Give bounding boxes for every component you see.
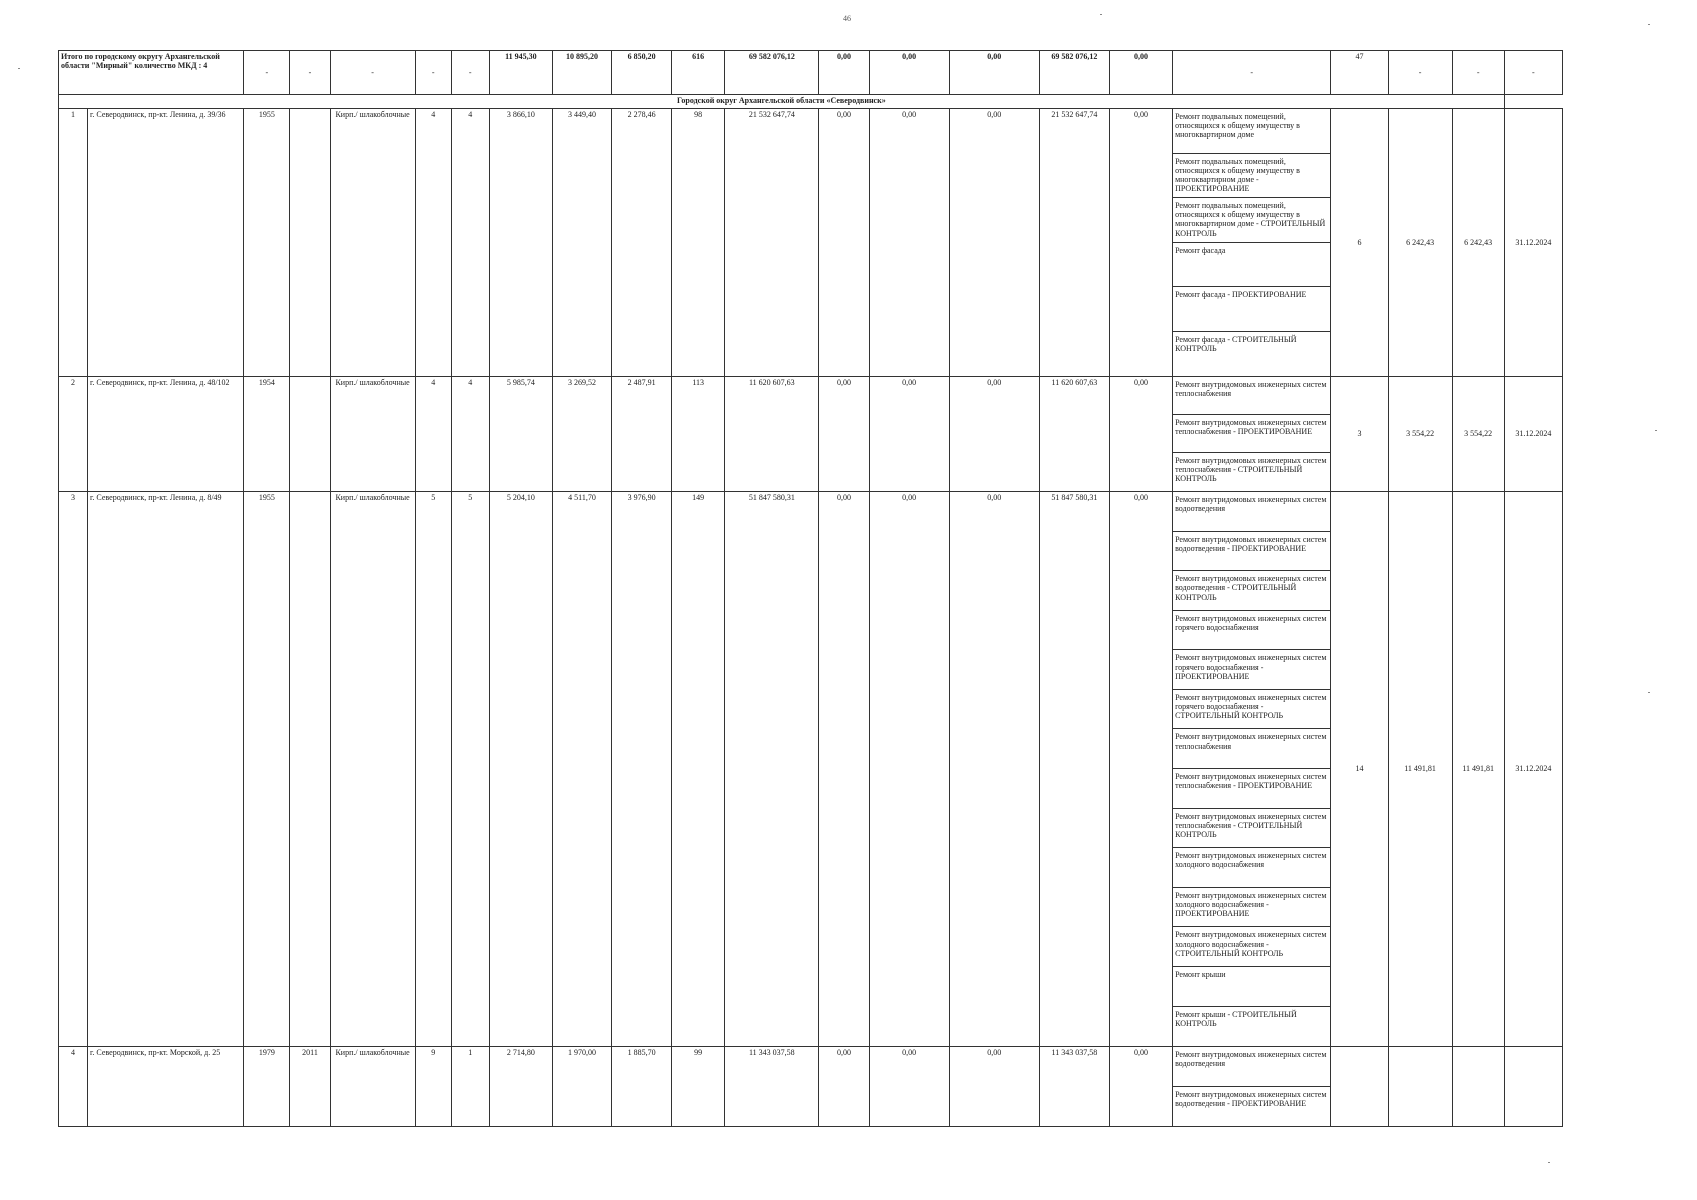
fund-regional-cell: 0,00 <box>869 109 949 377</box>
unit-cost-cell: 3 554,22 <box>1388 377 1452 492</box>
total-cost: 69 582 076,12 <box>725 51 819 95</box>
works-count-cell: 6 <box>1331 109 1388 377</box>
section-title: Городской округ Архангельской области «Северодвинск» <box>59 95 1505 109</box>
works-cell <box>1173 492 1331 1047</box>
works-list <box>1173 492 1330 1045</box>
work-item: Ремонт фасада - СТРОИТЕЛЬНЫЙ КОНТРОЛЬ <box>1175 334 1297 353</box>
table-row <box>59 1047 1563 1127</box>
fund-regional-cell: 0,00 <box>869 377 949 492</box>
repair-program-table <box>58 50 1563 1127</box>
fund-federal-cell: 0,00 <box>819 377 869 492</box>
fund-owners-cell: 11 620 607,63 <box>1039 377 1109 492</box>
cost-total-cell: 51 847 580,31 <box>725 492 819 1047</box>
material-cell: Кирп./ шлакоблочные <box>330 492 415 1047</box>
deadline-cell: 31.12.2024 <box>1504 492 1562 1047</box>
area-total-cell: 5 204,10 <box>489 492 552 1047</box>
work-item: Ремонт внутридомовых инженерных систем водоотведения - ПРОЕКТИРОВАНИЕ <box>1173 532 1330 572</box>
fund-local-cell: 0,00 <box>949 377 1039 492</box>
floors-cell: 5 <box>415 492 451 1047</box>
address-cell: г. Северодвинск, пр-кт. Ленина, д. 48/102 <box>88 377 244 492</box>
table-row <box>59 377 1563 492</box>
max-cost-cell <box>1452 1047 1504 1127</box>
total-work: - <box>1173 51 1331 95</box>
fund-other-cell: 0,00 <box>1109 1047 1172 1127</box>
total-area-residential: 6 850,20 <box>612 51 672 95</box>
total-fund-other: 0,00 <box>1109 51 1172 95</box>
area-total-cell: 5 985,74 <box>489 377 552 492</box>
work-item: Ремонт внутридомовых инженерных систем водоотведения <box>1173 492 1330 532</box>
table-row <box>59 492 1563 1047</box>
table-body <box>59 51 1563 1127</box>
entrances-cell: 5 <box>451 492 489 1047</box>
year-reconstructed-cell <box>290 109 330 377</box>
row-number: 4 <box>59 1047 88 1127</box>
fund-other-cell: 0,00 <box>1109 109 1172 377</box>
total-cell: - <box>244 51 290 95</box>
entrances-cell: 4 <box>451 377 489 492</box>
scan-speck <box>18 68 20 69</box>
works-list <box>1173 377 1330 490</box>
works-cell <box>1173 109 1331 377</box>
work-item: Ремонт внутридомовых инженерных систем горячего водоснабжения <box>1173 611 1330 651</box>
scan-speck <box>1648 692 1650 693</box>
year-built-cell: 1955 <box>244 492 290 1047</box>
fund-other-cell: 0,00 <box>1109 492 1172 1047</box>
fund-owners-cell: 21 532 647,74 <box>1039 109 1109 377</box>
area-premises-cell: 3 269,52 <box>552 377 611 492</box>
area-residential-cell: 2 278,46 <box>612 109 672 377</box>
work-item: Ремонт внутридомовых инженерных систем горячего водоснабжения - СТРОИТЕЛЬНЫЙ КОНТРОЛЬ <box>1173 690 1330 730</box>
scan-speck <box>1548 1162 1550 1163</box>
area-premises-cell: 1 970,00 <box>552 1047 611 1127</box>
total-cell: - <box>290 51 330 95</box>
work-item: Ремонт внутридомовых инженерных систем водоотведения - СТРОИТЕЛЬНЫЙ КОНТРОЛЬ <box>1173 571 1330 611</box>
work-item: Ремонт крыши <box>1173 967 1330 1007</box>
unit-cost-cell <box>1388 1047 1452 1127</box>
works-cell <box>1173 377 1331 492</box>
works-list <box>1173 1047 1330 1125</box>
total-label: Итого по городскому округу Архангельской области "Мирный" количество МКД : 4 <box>59 51 244 95</box>
works-count-cell: 14 <box>1331 492 1388 1047</box>
fund-owners-cell: 51 847 580,31 <box>1039 492 1109 1047</box>
row-number: 3 <box>59 492 88 1047</box>
max-cost-cell: 6 242,43 <box>1452 109 1504 377</box>
floors-cell: 4 <box>415 109 451 377</box>
works-list <box>1173 109 1330 375</box>
cost-total-cell: 11 343 037,58 <box>725 1047 819 1127</box>
material-cell: Кирп./ шлакоблочные <box>330 109 415 377</box>
total-cell: - <box>1388 51 1452 95</box>
fund-local-cell: 0,00 <box>949 109 1039 377</box>
floors-cell: 4 <box>415 377 451 492</box>
deadline-cell <box>1504 1047 1562 1127</box>
work-item: Ремонт внутридомовых инженерных систем теплоснабжения - ПРОЕКТИРОВАНИЕ <box>1173 415 1330 453</box>
work-item: Ремонт подвальных помещений, относящихся к общему имуществу в многоквартирном доме <box>1173 109 1330 154</box>
work-item: Ремонт фасада <box>1173 243 1330 288</box>
work-item: Ремонт внутридомовых инженерных систем теплоснабжения - ПРОЕКТИРОВАНИЕ <box>1173 769 1330 809</box>
work-item: Ремонт фасада - ПРОЕКТИРОВАНИЕ <box>1173 287 1330 332</box>
fund-other-cell: 0,00 <box>1109 377 1172 492</box>
cost-total-cell: 11 620 607,63 <box>725 377 819 492</box>
total-fund-regional: 0,00 <box>869 51 949 95</box>
area-residential-cell: 1 885,70 <box>612 1047 672 1127</box>
year-reconstructed-cell <box>290 492 330 1047</box>
work-item: Ремонт внутридомовых инженерных систем теплоснабжения <box>1173 377 1330 415</box>
work-item: Ремонт внутридомовых инженерных систем холодного водоснабжения <box>1173 848 1330 888</box>
row-number: 1 <box>59 109 88 377</box>
work-item: Ремонт внутридомовых инженерных систем теплоснабжения - СТРОИТЕЛЬНЫЙ КОНТРОЛЬ <box>1175 456 1327 484</box>
deadline-cell: 31.12.2024 <box>1504 109 1562 377</box>
total-fund-owners: 69 582 076,12 <box>1039 51 1109 95</box>
section-row <box>59 95 1563 109</box>
total-row <box>59 51 1563 95</box>
fund-federal-cell: 0,00 <box>819 1047 869 1127</box>
work-item: Ремонт внутридомовых инженерных систем горячего водоснабжения - ПРОЕКТИРОВАНИЕ <box>1173 650 1330 690</box>
works-count-cell <box>1331 1047 1388 1127</box>
year-built-cell: 1979 <box>244 1047 290 1127</box>
total-fund-federal: 0,00 <box>819 51 869 95</box>
area-residential-cell: 3 976,90 <box>612 492 672 1047</box>
unit-cost-cell: 6 242,43 <box>1388 109 1452 377</box>
total-cell: - <box>1504 51 1562 95</box>
fund-local-cell: 0,00 <box>949 492 1039 1047</box>
fund-federal-cell: 0,00 <box>819 492 869 1047</box>
total-cell: - <box>1452 51 1504 95</box>
total-residents: 616 <box>672 51 725 95</box>
max-cost-cell: 11 491,81 <box>1452 492 1504 1047</box>
fund-regional-cell: 0,00 <box>869 1047 949 1127</box>
year-built-cell: 1955 <box>244 109 290 377</box>
entrances-cell: 4 <box>451 109 489 377</box>
work-item: Ремонт подвальных помещений, относящихся к общему имуществу в многоквартирном доме - ПРОЕКТИРОВАНИЕ <box>1173 154 1330 199</box>
work-item: Ремонт внутридомовых инженерных систем водоотведения - ПРОЕКТИРОВАНИЕ <box>1175 1089 1327 1108</box>
total-area-total: 11 945,30 <box>489 51 552 95</box>
year-built-cell: 1954 <box>244 377 290 492</box>
fund-federal-cell: 0,00 <box>819 109 869 377</box>
entrances-cell: 1 <box>451 1047 489 1127</box>
fund-owners-cell: 11 343 037,58 <box>1039 1047 1109 1127</box>
address-cell: г. Северодвинск, пр-кт. Морской, д. 25 <box>88 1047 244 1127</box>
total-cell: - <box>451 51 489 95</box>
area-residential-cell: 2 487,91 <box>612 377 672 492</box>
total-area-premises: 10 895,20 <box>552 51 611 95</box>
work-item: Ремонт внутридомовых инженерных систем водоотведения <box>1173 1047 1330 1087</box>
scan-speck <box>1655 430 1657 431</box>
work-item: Ремонт внутридомовых инженерных систем теплоснабжения - СТРОИТЕЛЬНЫЙ КОНТРОЛЬ <box>1173 809 1330 849</box>
area-premises-cell: 3 449,40 <box>552 109 611 377</box>
material-cell: Кирп./ шлакоблочные <box>330 1047 415 1127</box>
work-item: Ремонт подвальных помещений, относящихся к общему имуществу в многоквартирном доме - СТРОИТЕЛЬНЫЙ КОНТРОЛЬ <box>1173 198 1330 243</box>
cost-total-cell: 21 532 647,74 <box>725 109 819 377</box>
area-total-cell: 3 866,10 <box>489 109 552 377</box>
floors-cell: 9 <box>415 1047 451 1127</box>
address-cell: г. Северодвинск, пр-кт. Ленина, д. 8/49 <box>88 492 244 1047</box>
works-count-cell: 3 <box>1331 377 1388 492</box>
total-fund-local: 0,00 <box>949 51 1039 95</box>
fund-local-cell: 0,00 <box>949 1047 1039 1127</box>
residents-cell: 149 <box>672 492 725 1047</box>
work-item: Ремонт внутридомовых инженерных систем холодного водоснабжения - СТРОИТЕЛЬНЫЙ КОНТРОЛЬ <box>1173 927 1330 967</box>
deadline-cell: 31.12.2024 <box>1504 377 1562 492</box>
fund-regional-cell: 0,00 <box>869 492 949 1047</box>
residents-cell: 99 <box>672 1047 725 1127</box>
scan-speck <box>1100 14 1102 15</box>
works-cell <box>1173 1047 1331 1127</box>
work-item: Ремонт внутридомовых инженерных систем холодного водоснабжения - ПРОЕКТИРОВАНИЕ <box>1173 888 1330 928</box>
area-total-cell: 2 714,80 <box>489 1047 552 1127</box>
work-item: Ремонт внутридомовых инженерных систем теплоснабжения <box>1173 729 1330 769</box>
total-cell: - <box>330 51 415 95</box>
area-premises-cell: 4 511,70 <box>552 492 611 1047</box>
year-reconstructed-cell: 2011 <box>290 1047 330 1127</box>
row-number: 2 <box>59 377 88 492</box>
year-reconstructed-cell <box>290 377 330 492</box>
residents-cell: 98 <box>672 109 725 377</box>
work-item: Ремонт крыши - СТРОИТЕЛЬНЫЙ КОНТРОЛЬ <box>1175 1009 1297 1028</box>
page-number: 46 <box>843 14 851 23</box>
max-cost-cell: 3 554,22 <box>1452 377 1504 492</box>
unit-cost-cell: 11 491,81 <box>1388 492 1452 1047</box>
address-cell: г. Северодвинск, пр-кт. Ленина, д. 39/36 <box>88 109 244 377</box>
total-count: 47 <box>1331 51 1388 95</box>
table-row <box>59 109 1563 377</box>
total-cell: - <box>415 51 451 95</box>
material-cell: Кирп./ шлакоблочные <box>330 377 415 492</box>
residents-cell: 113 <box>672 377 725 492</box>
scan-speck <box>1648 24 1650 25</box>
